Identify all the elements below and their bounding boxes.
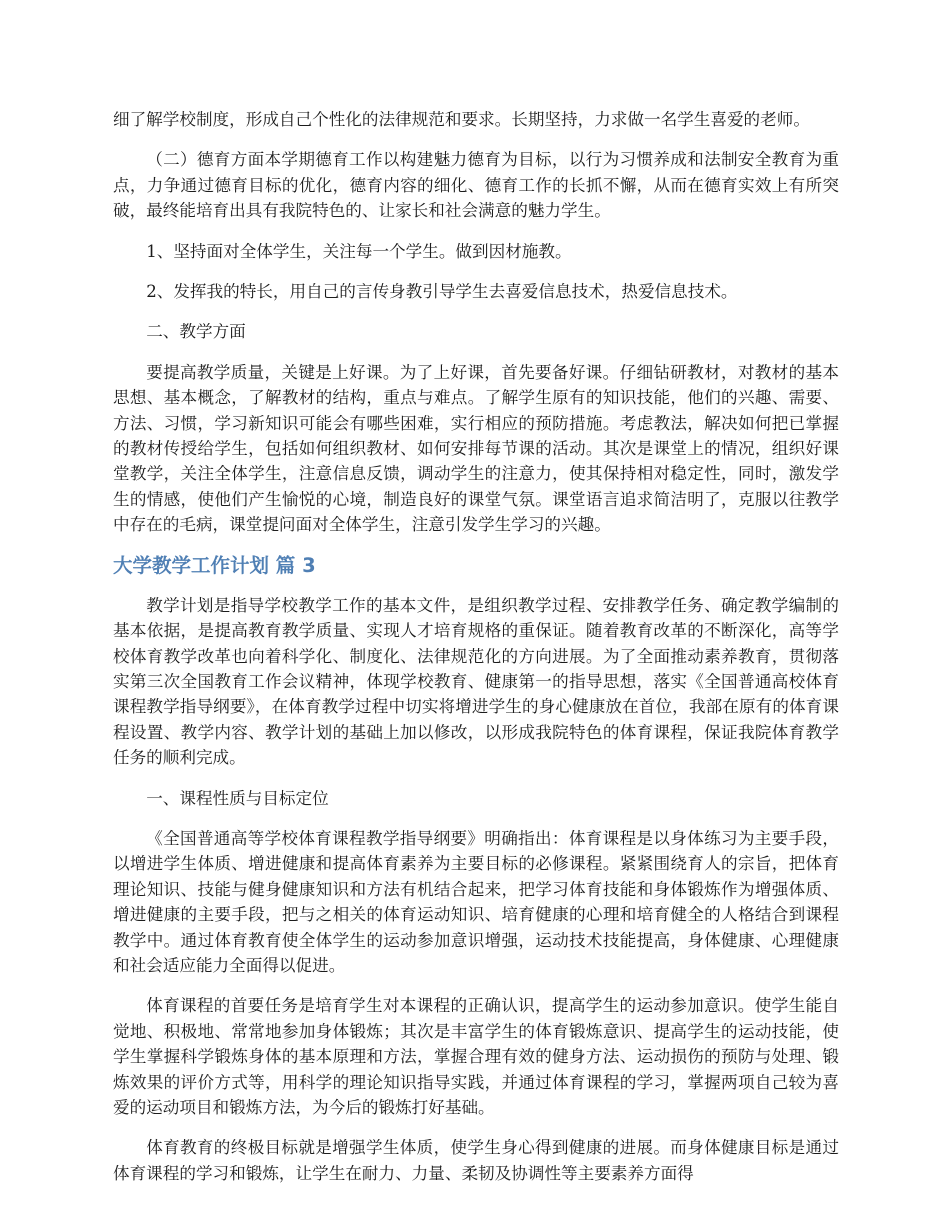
paragraph-teaching-plan: 教学计划是指导学校教学工作的基本文件，是组织教学过程、安排教学任务、确定教学编制的基本依据，是提高教育教学质量、实现人才培育规格的重保证。随着教育改革的不断深化，高等学校体育教学改革也向着科学化、制度化、法律规范化的方向进展。为了全面推动素养教育，贯彻落实第三次全国教育工作会议精神，体现学校教育、健康第一的指导思想，落实《全国普通高校体育课程教学指导纲要》，在体育教学过程中切实将增进学生的身心健康放在首位，我部在原有的体育课程设置、教学内容、教学计划的基础上加以修改，以形成我院特色的体育课程，保证我院体育教学任务的顺利完成。: [113, 595, 839, 768]
document-body: [113, 107, 839, 1201]
paragraph-moral-education: （二）德育方面本学期德育工作以构建魅力德育为目标，以行为习惯养成和法制安全教育为重点，力争通过德育目标的优化，德育内容的细化、德育工作的长抓不懈，从而在德育实效上有所突破，最终能培育出具有我院特色的、让家长和社会满意的魅力学生。: [113, 150, 839, 221]
paragraph-guideline: 《全国普通高等学校体育课程教学指导纲要》明确指出：体育课程是以身体练习为主要手段，以增进学生体质、增进健康和提高体育素养为主要目标的必修课程。紧紧围绕育人的宗旨，把体育理论知识、技能与健身健康知识和方法有机结合起来，把学习体育技能和身体锻炼作为增强体质、增进健康的主要手段，把与之相关的体育运动知识、培育健康的心理和培育健全的人格结合到课程教学中。通过体育教育使全体学生的运动参加意识增强，运动技术技能提高，身体健康、心理健康和社会适应能力全面得以促进。: [113, 828, 839, 975]
subheading-teaching: 二、教学方面: [146, 322, 246, 342]
paragraph-continuation: 细了解学校制度，形成自己个性化的法律规范和要求。长期坚持，力求做一名学生喜爱的老师。: [113, 110, 810, 129]
paragraph-primary-task: 体育课程的首要任务是培育学生对本课程的正确认识，提高学生的运动参加意识。使学生能自觉地、积极地、常常地参加身体锻炼；其次是丰富学生的体育锻炼意识、提高学生的运动技能，使学生掌握科学锻炼身体的基本原理和方法，掌握合理有效的健身方法、运动损伤的预防与处理、锻炼效果的评价方式等，用科学的理论知识指导实践，并通过体育课程的学习，掌握两项自己较为喜爱的运动项目和锻炼方法，为今后的锻炼打好基础。: [113, 996, 839, 1117]
section-heading: 大学教学工作计划 篇 3: [113, 553, 316, 577]
paragraph-teaching-quality: 要提高教学质量，关键是上好课。为了上好课，首先要备好课。仔细钻研教材，对教材的基本思想、基本概念，了解教材的结构，重点与难点。了解学生原有的知识技能，他们的兴趣、需要、方法、习惯，学习新知识可能会有哪些困难，实行相应的预防措施。考虑教法，解决如何把已掌握的教材传授给学生，包括如何组织教材、如何安排每节课的活动。其次是课堂上的情况，组织好课堂教学，关注全体学生，注意信息反馈，调动学生的注意力，使其保持相对稳定性，同时，激发学生的情感，使他们产生愉悦的心境，制造良好的课堂气氛。课堂语言追求简洁明了，克服以往教学中存在的毛病，课堂提问面对全体学生，注意引发学生学习的兴趣。: [113, 362, 839, 535]
list-item-2: 2、发挥我的特长，用自己的言传身教引导学生去喜爱信息技术，热爱信息技术。: [146, 282, 738, 302]
subheading-course-nature: 一、课程性质与目标定位: [146, 788, 329, 808]
list-item-1: 1、坚持面对全体学生，关注每一个学生。做到因材施教。: [146, 241, 572, 261]
paragraph-ultimate-goal: 体育教育的终极目标就是增强学生体质，使学生身心得到健康的进展。而身体健康目标是通过体育课程的学习和锻炼，让学生在耐力、力量、柔韧及协调性等主要素养方面得: [113, 1138, 839, 1183]
